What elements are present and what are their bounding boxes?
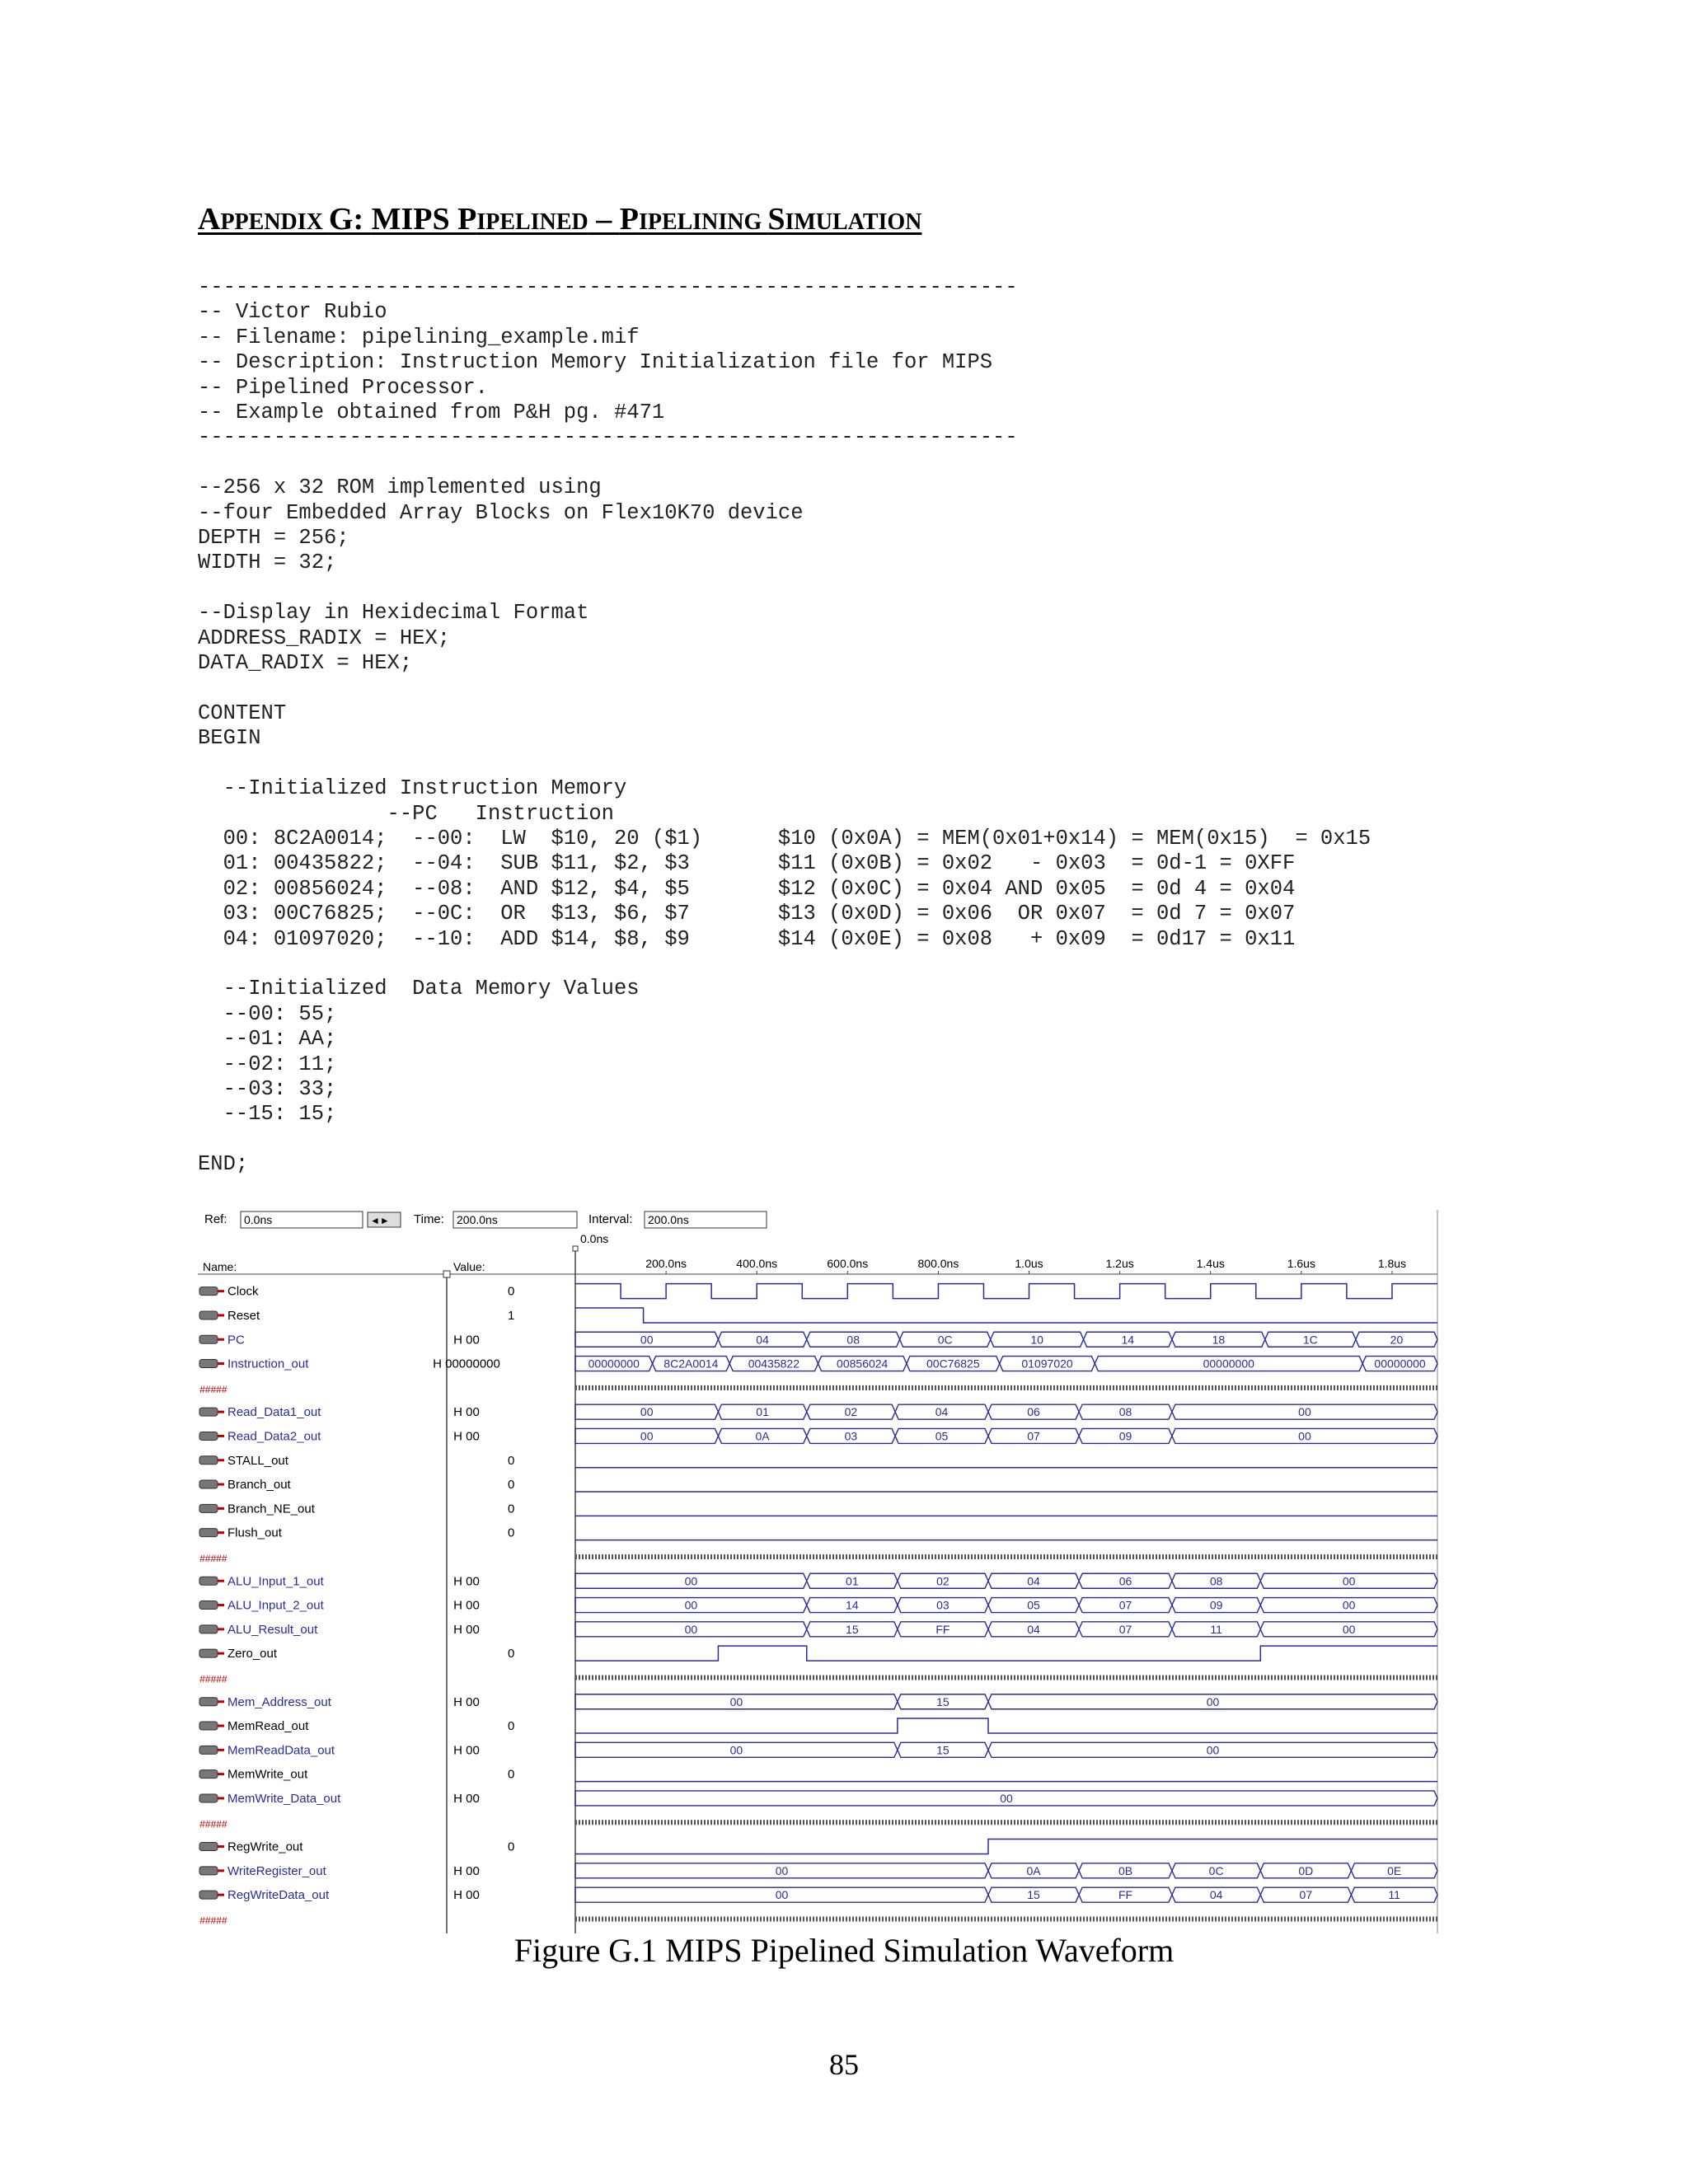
bus-value: 03 <box>844 1429 858 1443</box>
time-label: Time: <box>414 1212 444 1226</box>
bus-value: 06 <box>1118 1574 1132 1588</box>
bus-value: 00 <box>1206 1694 1220 1708</box>
code-line: --Display in Hexidecimal Format <box>198 601 589 626</box>
code-line: --03: 33; <box>198 1077 337 1101</box>
bus-value: 00 <box>1206 1743 1220 1757</box>
bus-value: 04 <box>935 1405 949 1419</box>
bus-value: 04 <box>1209 1888 1223 1902</box>
bus-value: 09 <box>1118 1429 1132 1443</box>
bit-wave <box>575 1308 1437 1323</box>
bus-value: 02 <box>844 1405 858 1419</box>
signal-name: Read_Data1_out <box>227 1405 321 1420</box>
signal-value: H 00 <box>453 1405 480 1420</box>
signal-value: H 00 <box>453 1622 480 1637</box>
title-part: IPELINING <box>638 209 768 235</box>
bus-value: FF <box>1118 1888 1133 1902</box>
output-pin-icon <box>199 1456 218 1465</box>
time-tick-label: 600.0ns <box>827 1257 869 1270</box>
bus-value: 04 <box>756 1333 769 1347</box>
signal-name: Branch_out <box>227 1478 291 1493</box>
signal-value: H 00 <box>453 1574 480 1589</box>
signal-value: H 00 <box>453 1863 480 1878</box>
signal-value: 0 <box>508 1647 515 1661</box>
bus-value: 00 <box>1298 1405 1311 1419</box>
cursor-handle <box>573 1246 578 1251</box>
bus-value: 00 <box>775 1888 789 1902</box>
bus-value: 15 <box>936 1743 950 1757</box>
code-line: -- Victor Rubio <box>198 300 387 325</box>
bus-output-icon <box>199 1360 218 1368</box>
bus-value: 00 <box>729 1743 743 1757</box>
bit-wave <box>575 1718 1437 1733</box>
bus-value: 15 <box>1027 1888 1040 1902</box>
signal-name: MemReadData_out <box>227 1743 335 1758</box>
bus-value: 00 <box>1342 1574 1356 1588</box>
bus-output-icon <box>199 1794 218 1802</box>
bus-value: 00000000 <box>1203 1357 1254 1371</box>
bus-value: 0E <box>1387 1863 1402 1877</box>
bus-value: 20 <box>1390 1333 1404 1347</box>
output-pin-icon <box>199 1649 218 1657</box>
signal-name: MemWrite_Data_out <box>227 1791 341 1806</box>
bus-value: 10 <box>1030 1333 1043 1347</box>
code-line: 04: 01097020; --10: ADD $14, $8, $9 $14 (0x0E) = 0x08 + 0x09 = 0d17 = 0x11 <box>198 926 1296 951</box>
time-tick-label: 1.4us <box>1196 1257 1225 1270</box>
code-line: ----------------------------------------------------------------- <box>198 275 1018 299</box>
signal-value: H 00 <box>453 1791 480 1806</box>
title-part: A <box>198 202 221 237</box>
mif-code-listing <box>198 275 1371 1178</box>
bus-value: 08 <box>1209 1574 1223 1588</box>
input-pin-icon <box>199 1311 218 1319</box>
bus-value: 00000000 <box>1374 1357 1426 1371</box>
output-pin-icon <box>199 1480 218 1488</box>
signal-name: Mem_Address_out <box>227 1694 331 1709</box>
code-line: BEGIN <box>198 726 261 751</box>
bus-output-icon <box>199 1867 218 1875</box>
time-tick-label: 800.0ns <box>917 1257 959 1270</box>
bus-value: 14 <box>846 1598 859 1612</box>
bus-value: 0D <box>1298 1863 1314 1877</box>
bus-value: FF <box>935 1622 950 1636</box>
interval-label: Interval: <box>588 1212 633 1226</box>
bus-value: 08 <box>1118 1405 1132 1419</box>
time-tick-label: 1.2us <box>1105 1257 1134 1270</box>
code-line: -- Description: Instruction Memory Initialization file for MIPS <box>198 350 993 375</box>
ref-step-arrows: ◄► <box>370 1215 390 1226</box>
time-value: 200.0ns <box>457 1213 498 1226</box>
code-line: 02: 00856024; --08: AND $12, $4, $5 $12 (0x0C) = 0x04 AND 0x05 = 0d 4 = 0x04 <box>198 876 1296 901</box>
bus-value: 00 <box>640 1333 654 1347</box>
code-line: 01: 00435822; --04: SUB $11, $2, $3 $11 (0x0B) = 0x02 - 0x03 = 0d-1 = 0XFF <box>198 851 1296 876</box>
code-line: --Initialized Data Memory Values <box>198 977 640 1001</box>
bus-value: 00 <box>640 1405 654 1419</box>
bus-value: 07 <box>1027 1429 1040 1443</box>
bus-value: 00 <box>684 1598 698 1612</box>
bit-wave <box>575 1646 1437 1661</box>
code-line: ADDRESS_RADIX = HEX; <box>198 626 451 650</box>
name-header: Name: <box>203 1260 237 1273</box>
bus-output-icon <box>199 1335 218 1343</box>
bus-value: 8C2A0014 <box>663 1357 719 1371</box>
signal-name: Reset <box>227 1308 260 1323</box>
bus-value: 14 <box>1121 1333 1135 1347</box>
separator-icon: ##### <box>199 1818 227 1830</box>
code-line: DATA_RADIX = HEX; <box>198 651 413 676</box>
signal-name: WriteRegister_out <box>227 1863 326 1878</box>
code-line: --256 x 32 ROM implemented using <box>198 476 602 500</box>
signal-value: 0 <box>508 1478 515 1493</box>
code-line: WIDTH = 32; <box>198 551 337 575</box>
title-part: MIPS P <box>371 202 477 237</box>
code-line: DEPTH = 256; <box>198 526 349 551</box>
divider-handle <box>443 1271 450 1277</box>
figure-caption: Figure G.1 MIPS Pipelined Simulation Waveform <box>513 1932 1175 1969</box>
bus-value: 00 <box>1342 1598 1356 1612</box>
bus-output-icon <box>199 1891 218 1899</box>
bus-output-icon <box>199 1625 218 1633</box>
bus-value: 11 <box>1210 1622 1222 1636</box>
bus-value: 00C76825 <box>926 1357 980 1371</box>
time-tick-label: 1.0us <box>1015 1257 1043 1270</box>
bus-value: 00 <box>1298 1429 1311 1443</box>
bus-output-icon <box>199 1432 218 1440</box>
bus-value: 18 <box>1212 1333 1226 1347</box>
title-part: PPENDIX <box>220 209 329 235</box>
clock-wave <box>575 1284 1437 1299</box>
signal-name: RegWrite_out <box>227 1840 303 1854</box>
cursor-time: 0.0ns <box>580 1232 609 1245</box>
bus-output-icon <box>199 1408 218 1416</box>
code-line: END; <box>198 1152 249 1177</box>
bus-value: 15 <box>846 1622 859 1636</box>
signal-name: PC <box>227 1333 245 1347</box>
signal-value: 0 <box>508 1502 515 1516</box>
signal-value: H 00 <box>453 1888 480 1903</box>
bus-value: 00435822 <box>748 1357 800 1371</box>
bus-value: 0C <box>937 1333 953 1347</box>
separator-icon: ##### <box>199 1915 227 1927</box>
separator-icon: ##### <box>199 1673 227 1685</box>
bus-output-icon <box>199 1698 218 1706</box>
bus-value: 08 <box>846 1333 860 1347</box>
code-line: CONTENT <box>198 701 287 725</box>
signal-name: Read_Data2_out <box>227 1429 321 1444</box>
bus-value: 05 <box>1027 1598 1040 1612</box>
signal-name: Zero_out <box>227 1647 278 1661</box>
signal-name: STALL_out <box>227 1453 288 1468</box>
bus-value: 00 <box>1000 1791 1013 1805</box>
code-line: -- Pipelined Processor. <box>198 375 488 400</box>
bit-wave <box>575 1840 1437 1854</box>
bus-value: 0A <box>1026 1863 1041 1877</box>
signal-value: 0 <box>508 1719 515 1734</box>
bus-value: 05 <box>935 1429 949 1443</box>
bus-value: 00 <box>1342 1622 1356 1636</box>
signal-name: ALU_Result_out <box>227 1622 318 1637</box>
bus-value: 01 <box>846 1574 859 1588</box>
title-part: S <box>767 202 785 237</box>
code-line: 03: 00C76825; --0C: OR $13, $6, $7 $13 (0x0D) = 0x06 OR 0x07 = 0d 7 = 0x07 <box>198 902 1296 926</box>
bus-value: 01097020 <box>1021 1357 1073 1371</box>
bus-value: 01 <box>756 1405 769 1419</box>
bus-value: 15 <box>936 1694 950 1708</box>
code-line: --01: AA; <box>198 1027 337 1052</box>
signal-name: ALU_Input_1_out <box>227 1574 324 1589</box>
code-line: --00: 55; <box>198 1001 337 1026</box>
signal-name: ALU_Input_2_out <box>227 1598 324 1613</box>
simulation-waveform <box>195 1210 1441 1935</box>
title-part: IPELINED <box>476 209 588 235</box>
bus-value: 04 <box>1027 1622 1040 1636</box>
bus-value: 11 <box>1388 1888 1400 1902</box>
bus-value: 07 <box>1299 1888 1313 1902</box>
bus-value: 0A <box>755 1429 770 1443</box>
code-line: --Initialized Instruction Memory <box>198 776 627 801</box>
bus-value: 00 <box>775 1863 789 1877</box>
bus-value: 0C <box>1208 1863 1224 1877</box>
bus-value: 09 <box>1209 1598 1223 1612</box>
bus-value: 00856024 <box>837 1357 889 1371</box>
signal-name: Clock <box>227 1284 259 1299</box>
title-part: – <box>588 202 620 237</box>
signal-value: H 00000000 <box>433 1357 500 1371</box>
bus-value: 07 <box>1118 1622 1132 1636</box>
ref-label: Ref: <box>204 1212 227 1226</box>
time-tick-label: 1.6us <box>1287 1257 1315 1270</box>
signal-value: H 00 <box>453 1598 480 1613</box>
output-pin-icon <box>199 1770 218 1779</box>
bus-value: 02 <box>936 1574 950 1588</box>
interval-value: 200.0ns <box>648 1213 689 1226</box>
bus-value: 00 <box>729 1694 743 1708</box>
signal-value: H 00 <box>453 1429 480 1444</box>
signal-value: 0 <box>508 1767 515 1782</box>
bus-value: 0B <box>1118 1863 1133 1877</box>
code-line: -- Example obtained from P&H pg. #471 <box>198 401 665 425</box>
signal-value: H 00 <box>453 1743 480 1758</box>
signal-name: Branch_NE_out <box>227 1502 315 1516</box>
signal-value: H 00 <box>453 1694 480 1709</box>
bus-value: 06 <box>1027 1405 1040 1419</box>
title-part: IMULATION <box>785 209 922 235</box>
code-line: ----------------------------------------------------------------- <box>198 425 1018 450</box>
bus-output-icon <box>199 1601 218 1610</box>
code-line: --15: 15; <box>198 1102 337 1127</box>
time-tick-label: 1.8us <box>1377 1257 1407 1270</box>
code-line: --PC Instruction <box>198 801 614 826</box>
signal-value: 0 <box>508 1284 515 1299</box>
bus-output-icon <box>199 1577 218 1585</box>
signal-name: Flush_out <box>227 1526 282 1540</box>
bus-value: 00 <box>640 1429 654 1443</box>
output-pin-icon <box>199 1504 218 1512</box>
separator-icon: ##### <box>199 1383 227 1395</box>
signal-name: MemRead_out <box>227 1719 309 1734</box>
value-header: Value: <box>453 1260 485 1273</box>
output-pin-icon <box>199 1529 218 1537</box>
output-pin-icon <box>199 1843 218 1851</box>
ref-value: 0.0ns <box>244 1213 273 1226</box>
code-line: 00: 8C2A0014; --00: LW $10, 20 ($1) $10 (0x0A) = MEM(0x01+0x14) = MEM(0x15) = 0x15 <box>198 826 1372 851</box>
signal-value: 0 <box>508 1840 515 1854</box>
output-pin-icon <box>199 1722 218 1730</box>
bus-value: 07 <box>1118 1598 1132 1612</box>
time-tick-label: 400.0ns <box>736 1257 778 1270</box>
appendix-title <box>198 201 921 237</box>
code-line: -- Filename: pipelining_example.mif <box>198 325 640 349</box>
bus-value: 04 <box>1027 1574 1040 1588</box>
bus-value: 00000000 <box>588 1357 640 1371</box>
bus-value: 00 <box>684 1622 698 1636</box>
signal-name: MemWrite_out <box>227 1767 308 1782</box>
code-line: --four Embedded Array Blocks on Flex10K70 device <box>198 500 804 525</box>
bus-value: 03 <box>936 1598 950 1612</box>
bus-value: 00 <box>684 1574 698 1588</box>
title-part: P <box>619 202 639 237</box>
signal-name: RegWriteData_out <box>227 1888 330 1903</box>
page-number: 85 <box>829 2048 859 2081</box>
bus-output-icon <box>199 1746 218 1754</box>
signal-value: 0 <box>508 1526 515 1540</box>
signal-name: Instruction_out <box>227 1357 309 1371</box>
title-part: G: <box>328 202 372 237</box>
signal-value: 1 <box>508 1308 515 1323</box>
bus-value: 1C <box>1302 1333 1318 1347</box>
signal-value: H 00 <box>453 1333 480 1347</box>
code-line: --02: 11; <box>198 1052 337 1076</box>
signal-value: 0 <box>508 1453 515 1468</box>
separator-icon: ##### <box>199 1552 227 1564</box>
input-pin-icon <box>199 1287 218 1296</box>
time-tick-label: 200.0ns <box>645 1257 687 1270</box>
